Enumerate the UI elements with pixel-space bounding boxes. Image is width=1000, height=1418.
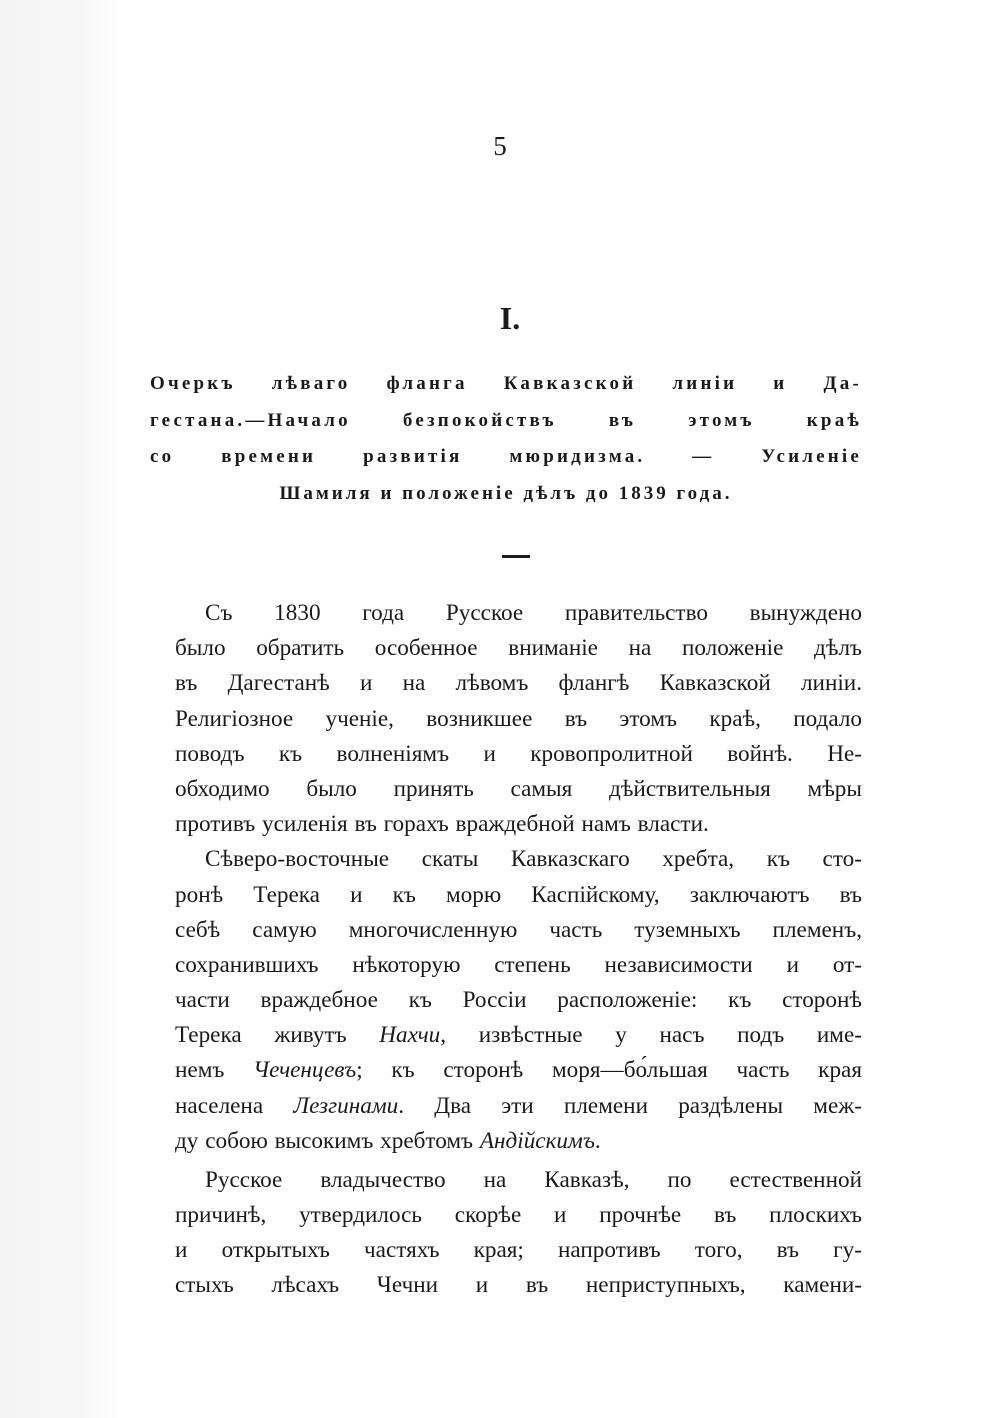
text-line: поводъ къ волненiямъ и кровопролитной войнѣ. Не- (175, 740, 862, 767)
text-run: немъ (175, 1057, 254, 1084)
text-line: обходимо было принять самыя дѣйствительныя мѣры (175, 775, 862, 802)
text-run: Терека живутъ (175, 1022, 380, 1049)
text-line: было обратить особенное вниманiе на положенiе дѣлъ (175, 635, 862, 662)
text-line (175, 1053, 862, 1088)
italic-name-lezgins: Лезгинами (293, 1092, 399, 1119)
page-number: 5 (493, 131, 507, 161)
italic-name-nakhchi: Нахчи (379, 1022, 441, 1049)
chapter-title (150, 366, 862, 512)
text-line (175, 1124, 862, 1159)
italic-name-chechens: Чеченцевъ (253, 1057, 357, 1084)
text-line: ронѣ Терека и къ морю Каспiйскому, заключаютъ въ (175, 881, 862, 908)
text-line: части враждебное къ Россiи расположенiе: къ сторонѣ (175, 987, 862, 1014)
text-line (175, 1089, 862, 1124)
text-run: ду собою высокимъ хребтомъ (175, 1127, 480, 1154)
text-line: стыхъ лѣсахъ Чечни и въ неприступныхъ, камени- (175, 1272, 862, 1299)
text-run: , извѣстные у насъ подъ име- (440, 1022, 862, 1049)
chapter-title-line: Очеркъ лѣваго фланга Кавказской линiи и Да- (150, 373, 862, 394)
chapter-title-line: со времени развитiя мюридизма. — Усиленiе (150, 446, 862, 467)
text-line: и открытыхъ частяхъ края; напротивъ того, въ гу- (175, 1236, 862, 1263)
text-line: Религiозное ученiе, возникшее въ этомъ краѣ, подало (175, 705, 862, 732)
text-run: . Два эти племени раздѣлены меж- (398, 1092, 862, 1119)
chapter-number: I. (499, 300, 521, 336)
italic-name-andi-ridge: Андiйскимъ (479, 1127, 595, 1154)
text-line: причинѣ, утвердилось скорѣе и прочнѣе въ плоскихъ (175, 1201, 862, 1228)
text-run: . (594, 1127, 601, 1154)
text-line: себѣ самую многочисленную часть туземныхъ племенъ, (175, 916, 862, 943)
text-run: населена (175, 1092, 294, 1119)
chapter-title-line: Шамиля и положенiе дѣлъ до 1839 года. (279, 482, 733, 504)
text-line: сохранившихъ нѣкоторую степень независимости и от- (175, 951, 862, 978)
text-line: Русское владычество на Кавказѣ, по естественной (205, 1166, 862, 1193)
text-run: ; къ сторонѣ моря—бо́льшая часть края (356, 1057, 862, 1084)
title-separator-rule (502, 555, 530, 558)
chapter-title-line: гестана.—Начало безпокойствъ въ этомъ краѣ (150, 409, 862, 431)
text-line: въ Дагестанѣ и на лѣвомъ флангѣ Кавказской линiи. (175, 670, 862, 697)
text-line: противъ усиленiя въ горахъ враждебной намъ власти. (175, 811, 709, 838)
body-text (175, 596, 862, 1303)
text-line: Сѣверо-восточные скаты Кавказскаго хребта, къ сто- (205, 846, 862, 873)
text-line (175, 1018, 862, 1053)
text-line: Съ 1830 года Русское правительство вынуждено (205, 600, 862, 626)
scan-margin-shade (0, 0, 118, 1418)
